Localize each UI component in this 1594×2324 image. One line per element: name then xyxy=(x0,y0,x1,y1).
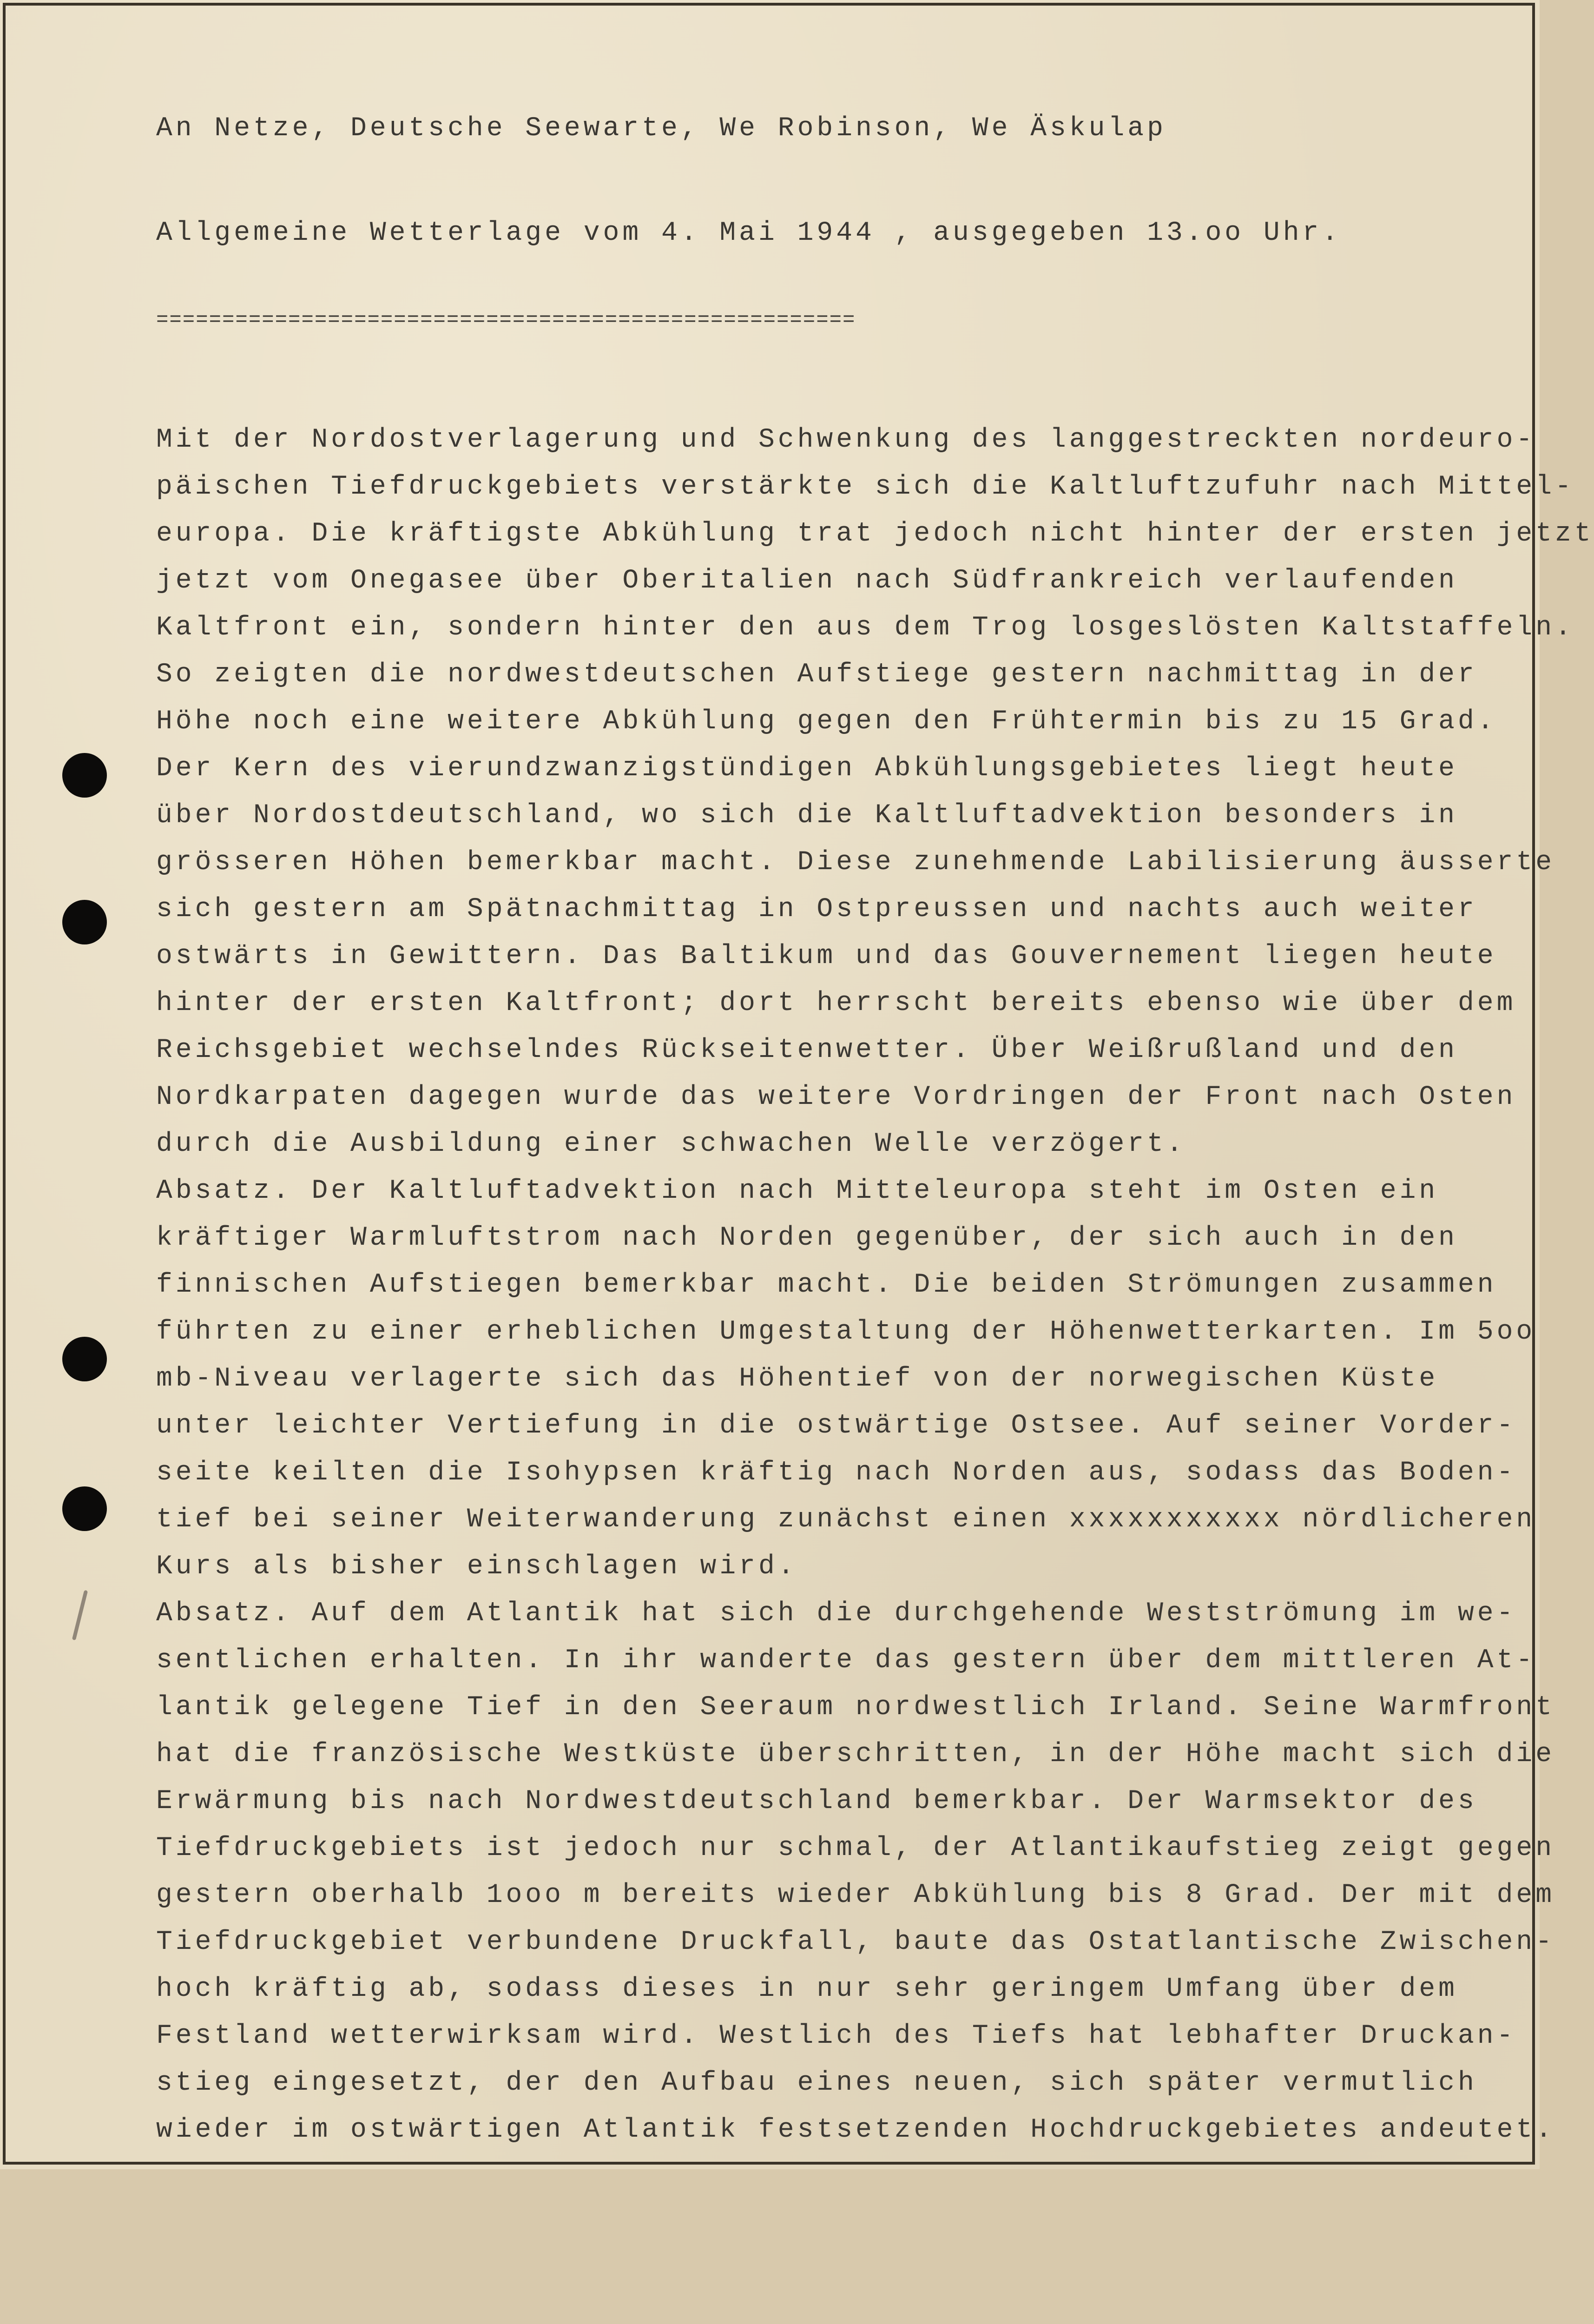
punch-hole xyxy=(62,900,107,944)
body-line: päischen Tiefdruckgebiets verstärkte sich die Kaltluftzufuhr nach Mittel- xyxy=(156,472,1574,502)
body-line: Kaltfront ein, sondern hinter den aus dem Trog losgeslösten Kaltstaffeln. xyxy=(156,613,1574,643)
body-line: Nordkarpaten dagegen wurde das weitere Vordringen der Front nach Osten xyxy=(156,1082,1516,1112)
body-line: Absatz. Der Kaltluftadvektion nach Mitteleuropa steht im Osten ein xyxy=(156,1176,1439,1206)
body-line: Absatz. Auf dem Atlantik hat sich die durchgehende Westströmung im we- xyxy=(156,1598,1516,1629)
separator-rule: ===================================================== xyxy=(156,309,856,332)
report-body xyxy=(156,416,1594,2153)
body-line: durch die Ausbildung einer schwachen Welle verzögert. xyxy=(156,1129,1186,1159)
recipients-line: An Netze, Deutsche Seewarte, We Robinson, We Äskulap xyxy=(156,113,1166,144)
punch-hole xyxy=(62,1337,107,1381)
body-line: über Nordostdeutschland, wo sich die Kaltluftadvektion besonders in xyxy=(156,800,1458,831)
body-line: sentlichen erhalten. In ihr wanderte das gestern über dem mittleren At- xyxy=(156,1645,1536,1676)
punch-hole xyxy=(62,753,107,798)
body-line: hinter der ersten Kaltfront; dort herrscht bereits ebenso wie über dem xyxy=(156,988,1516,1018)
body-line: seite keilten die Isohypsen kräftig nach Norden aus, sodass das Boden- xyxy=(156,1458,1516,1488)
body-line: grösseren Höhen bemerkbar macht. Diese zunehmende Labilisierung äusserte xyxy=(156,847,1555,878)
body-line: Erwärmung bis nach Nordwestdeutschland bemerkbar. Der Warmsektor des xyxy=(156,1786,1477,1816)
body-line: lantik gelegene Tief in den Seeraum nordwestlich Irland. Seine Warmfront xyxy=(156,1692,1555,1723)
body-line: finnischen Aufstiegen bemerkbar macht. Die beiden Strömungen zusammen xyxy=(156,1270,1497,1300)
body-line: Festland wetterwirksam wird. Westlich des Tiefs hat lebhafter Druckan- xyxy=(156,2021,1516,2051)
body-line: ostwärts in Gewittern. Das Baltikum und das Gouvernement liegen heute xyxy=(156,941,1497,971)
body-line: Tiefdruckgebiet verbundene Druckfall, baute das Ostatlantische Zwischen- xyxy=(156,1927,1555,1957)
body-line: führten zu einer erheblichen Umgestaltung der Höhenwetterkarten. Im 5oo xyxy=(156,1317,1536,1347)
body-line: mb-Niveau verlagerte sich das Höhentief von der norwegischen Küste xyxy=(156,1364,1439,1394)
body-line: europa. Die kräftigste Abkühlung trat jedoch nicht hinter der ersten jetzt xyxy=(156,519,1594,549)
body-line: stieg eingesetzt, der den Aufbau eines neuen, sich später vermutlich xyxy=(156,2068,1477,2098)
body-line: sich gestern am Spätnachmittag in Ostpreussen und nachts auch weiter xyxy=(156,894,1477,924)
body-line: jetzt vom Onegasee über Oberitalien nach Südfrankreich verlaufenden xyxy=(156,566,1458,596)
body-line: Tiefdruckgebiets ist jedoch nur schmal, der Atlantikaufstieg zeigt gegen xyxy=(156,1833,1555,1863)
body-line: gestern oberhalb 1ooo m bereits wieder Abkühlung bis 8 Grad. Der mit dem xyxy=(156,1880,1555,1910)
document-title: Allgemeine Wetterlage vom 4. Mai 1944 , ausgegeben 13.oo Uhr. xyxy=(156,218,1342,248)
body-line: unter leichter Vertiefung in die ostwärtige Ostsee. Auf seiner Vorder- xyxy=(156,1411,1516,1441)
blank-line xyxy=(156,2244,1532,2291)
body-line: Höhe noch eine weitere Abkühlung gegen den Frühtermin bis zu 15 Grad. xyxy=(156,706,1497,737)
body-line: So zeigten die nordwestdeutschen Aufstiege gestern nachmittag in der xyxy=(156,660,1477,690)
punch-hole xyxy=(62,1486,107,1531)
body-line: Der Kern des vierundzwanzigstündigen Abkühlungsgebietes liegt heute xyxy=(156,753,1458,784)
body-line: Reichsgebiet wechselndes Rückseitenwetter. Über Weißrußland und den xyxy=(156,1035,1458,1065)
body-line: Mit der Nordostverlagerung und Schwenkung des langgestreckten nordeuro- xyxy=(156,425,1536,455)
body-line: tief bei seiner Weiterwanderung zunächst einen xxxxxxxxxxx nördlicheren xyxy=(156,1505,1536,1535)
body-line: kräftiger Warmluftstrom nach Norden gegenüber, der sich auch in den xyxy=(156,1223,1458,1253)
body-line: wieder im ostwärtigen Atlantik festsetzenden Hochdruckgebietes andeutet. xyxy=(156,2115,1555,2145)
body-line: hat die französische Westküste überschritten, in der Höhe macht sich die xyxy=(156,1739,1555,1769)
body-line: hoch kräftig ab, sodass dieses in nur sehr geringem Umfang über dem xyxy=(156,1974,1458,2004)
typewritten-text xyxy=(156,45,1594,2324)
body-line: Kurs als bisher einschlagen wird. xyxy=(156,1552,797,1582)
